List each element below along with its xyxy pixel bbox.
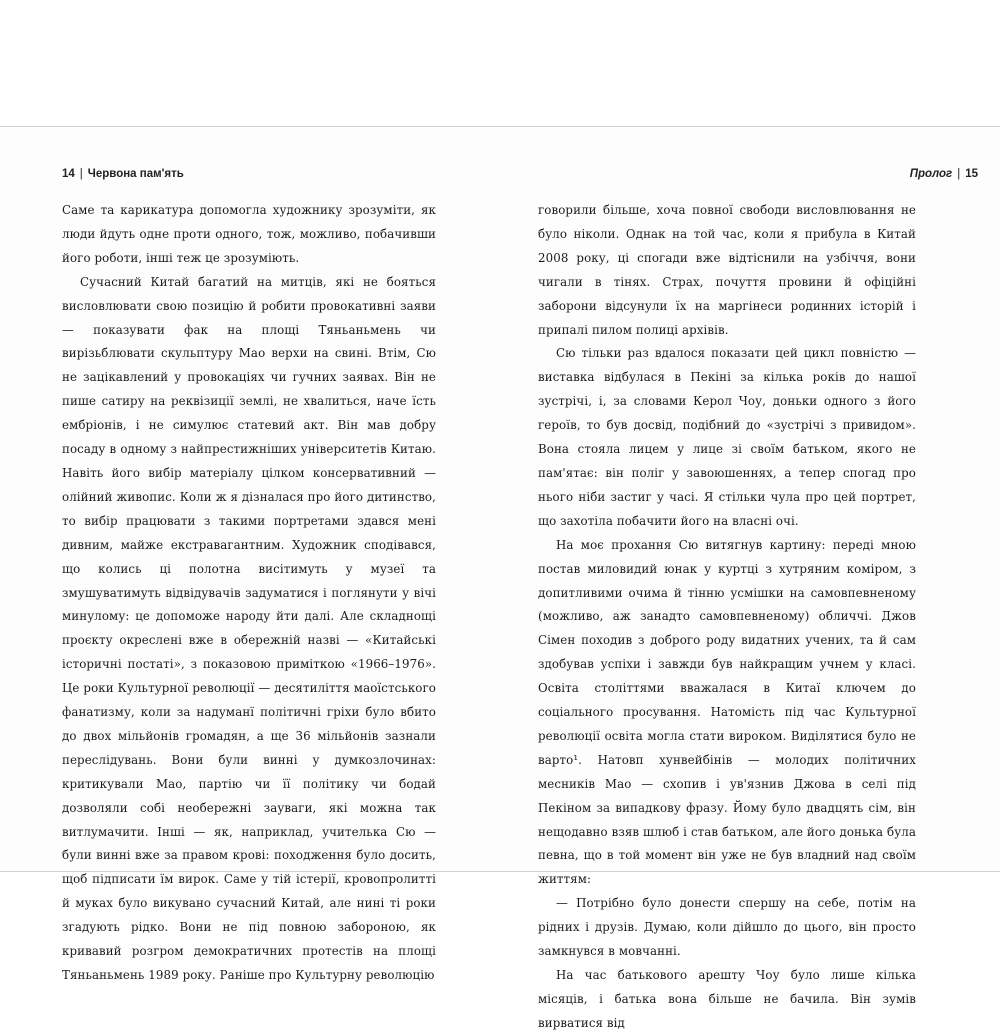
right-page <box>538 127 978 1030</box>
left-page <box>62 127 492 982</box>
left-page-body <box>62 199 436 988</box>
paragraph: На час батькового арешту Чоу було лише кілька місяців, і батька вона більше не бачила. Він зумів вирватися від <box>538 968 916 1030</box>
page-number: 15 <box>965 168 978 180</box>
running-head-left <box>62 168 184 180</box>
right-page-body <box>538 199 916 1036</box>
paragraph: Сю тільки раз вдалося показати цей цикл повністю — виставка відбулася в Пекіні за кілька років до нашої зустрічі, і, за словами Керол Чоу, доньки одного з його героїв, то був досвід, подібний до «зустрічі з привидом». Вона стояла лицем у лице зі своїм батьком, якого не пам'ятає: він поліг у завоюшеннях, а тепер спогад про нього ніби застиг у часі. Я стільки чула про цей портрет, що захотіла побачити його на власні очі. <box>538 346 916 528</box>
paragraph: Саме та карикатура допомогла художнику зрозуміти, як люди йдуть одне проти одного, тож, можливо, побачивши його роботи, інші теж це зрозуміють. <box>62 203 436 265</box>
page-number: 14 <box>62 168 75 180</box>
running-title: Пролог <box>909 168 953 180</box>
running-head-right <box>910 168 978 180</box>
paragraph: — Потрібно було донести спершу на себе, потім на рідних і друзів. Думаю, коли дійшло до цього, він просто замкнувся в мовчанні. <box>538 896 916 959</box>
book-spread <box>0 126 1000 1030</box>
running-head-separator: | <box>957 168 961 180</box>
paragraph: говорили більше, хоча повної свободи висловлювання не було ніколи. Однак на той час, коли я прибула в Китай 2008 року, ці спогади вже відтіснили на узбіччя, вони чигали в тінях. Страх, почуття провини й офіційні заборони відсунули їх на маргінеси родинних історій і припалі пилом полиці архівів. <box>538 203 916 337</box>
paragraph: На моє прохання Сю витягнув картину: переді мною постав миловидий юнак у куртці з хутряним коміром, з допитливими очима й тінню усмішки на самовпевненому (можливо, аж занадто самовпевненому) обличчі. Джов Сімен походив з доброго роду видатних учених, та й сам здобував успіхи і завжди був найкращим учнем у класі. Освіта століттями вважалася в Китаї ключем до соціального просування. Натомість під час Культурної революції освіта могла стати вироком. Виділятися було не варто¹. Натовп хунвейбінів — молодих політичних месників Мао — схопив і ув'язнив Джова в селі під Пекіном за випадкову фразу. Йому було двадцять сім, він нещодавно взяв шлюб і став батьком, але його донька була певна, що в той момент він уже не був владний над своїм життям: <box>538 537 916 887</box>
running-title: Червона пам'ять <box>87 168 184 180</box>
paragraph: Сучасний Китай багатий на митців, які не бояться висловлювати свою позицію й робити провокативні заяви — показувати фак на площі Тяньаньмень чи вирізьблювати скульптуру Мао верхи на свині. Втім, Сю не зацікавлений у провокаціях чи гучних заявах. Він не пише сатиру на реквізиції землі, не хвалиться, наче їсть ембріонів, і не симулює статевий акт. Він мав добру посаду в одному з найпрестижніших університетів Китаю. Навіть його вибір матеріалу цілком консервативний — олійний живопис. Коли ж я дізналася про його дитинство, то вибір працювати з такими портретами здався мені дивним, майже екстравагантним. Художник сподівався, що колись ці полотна висітимуть у музеї та змушуватимуть відвідувачів задуматися і поглянути у вічі минулому: це допоможе народу йти далі. Але складнощі проєкту окреслені вже в обережній назві — «Китайські історичні постаті», з показовою приміткою «1966–1976». Це роки Культурної революції — десятиліття маоїстського фанатизму, коли за надуманї політичні гріхи було вбито до двох мільйонів громадян, а ще 36 мільйонів зазнали переслідувань. Вони були винні у думкозлочинах: критикували Мао, партію чи її політику чи бодай дозволяли собі необережні зауваги, які можна так витлумачити. Інші — як, наприклад, учителька Сю — були винні вже за правом крові: походження було досить, щоб підписати їм вирок. Саме у тій істерії, кровопролитті й муках було викувано сучасний Китай, але нині ті роки згадують рідко. Вони не під повною забороною, як кривавий розгром демократичних протестів на площі Тяньаньмень 1989 року. Раніше про Культурну революцію <box>62 274 436 982</box>
running-head-separator: | <box>79 168 83 180</box>
